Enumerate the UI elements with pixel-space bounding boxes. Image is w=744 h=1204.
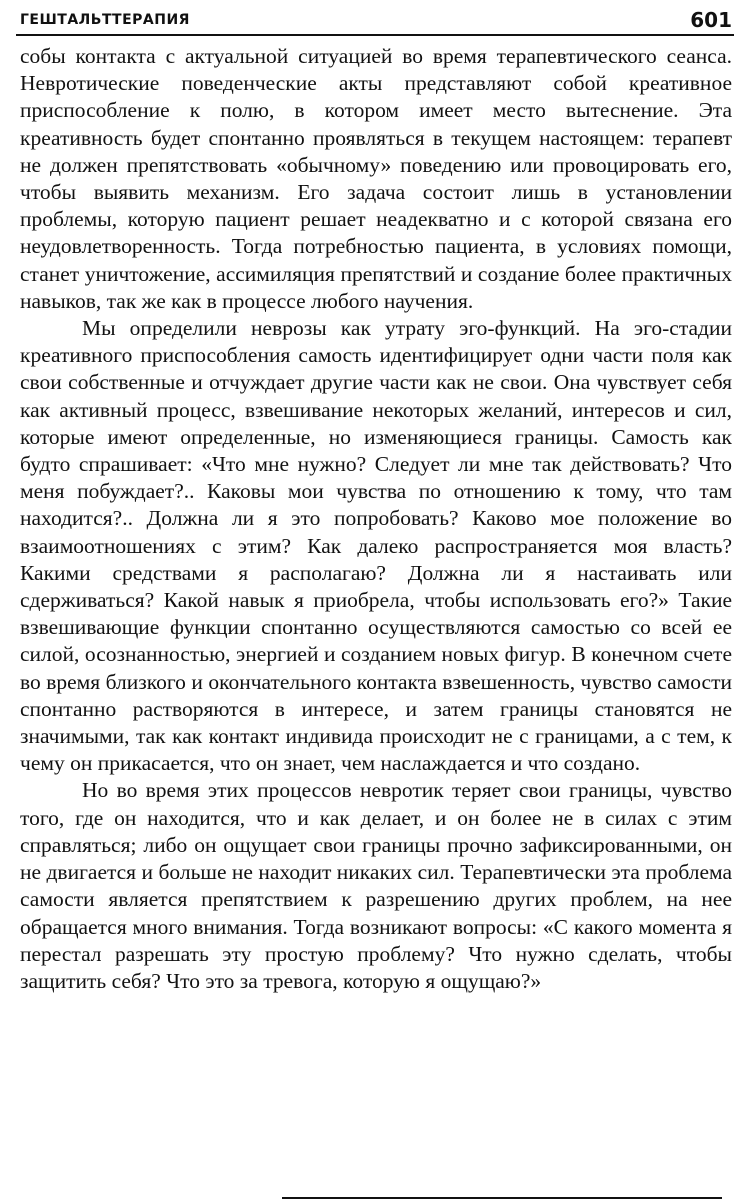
running-head-title: ГЕШТАЛЬТТЕРАПИЯ (20, 12, 190, 28)
body-text (20, 43, 732, 995)
paragraph-1: собы контакта с актуальной ситуацией во время терапевтического сеанса. Невротические поведенческие акты представляют собой креативное приспособление к полю, в котором имеет место вытеснение. Эта креативность будет спонтанно проявляться в текущем настоящем: терапевт не должен препятствовать «обычному» поведению или провоцировать его, чтобы выявить механизм. Его задача состоит лишь в установлении проблемы, которую пациент решает неадекватно и с которой связана его неудовлетворенность. Тогда потребностью пациента, в условиях помощи, станет уничтожение, ассимиляция препятствий и создание более практичных навыков, так же как в процессе любого научения. (20, 44, 732, 313)
page-number: 601 (690, 8, 732, 32)
footer-rule (282, 1197, 722, 1199)
paragraph-2: Мы определили неврозы как утрату эго-функций. На эго-стадии креативного приспособления самость идентифицирует одни части поля как свои собственные и отчуждает другие части как не свои. Она чувствует себя как активный процесс, взвешивание некоторых желаний, интересов и сил, которые имеют определенные, но изменяющиеся границы. Самость как будто спрашивает: «Что мне нужно? Следует ли мне так действовать? Что меня побуждает?.. Каковы мои чувства по отношению к тому, что там находится?.. Должна ли я это попробовать? Каково мое положение во взаимоотношениях с этим? Как далеко распространяется моя власть? Какими средствами я располагаю? Должна ли я настаивать или сдерживаться? Какой навык я приобрела, чтобы использовать его?» Такие взвешивающие функции спонтанно осуществляются самостью со всей ее силой, осознанностью, энергией и созданием новых фигур. В конечном счете во время близкого и окончательного контакта взвешенность, чувство самости спонтанно растворяются в интересе, и затем границы становятся не значимыми, так как контакт индивида происходит не с границами, а с тем, к чему он прикасается, что он знает, чем наслаждается и что создано. (20, 316, 732, 776)
paragraph-3: Но во время этих процессов невротик теряет свои границы, чувство того, где он находится, что и как делает, и он более не в силах с этим справляться; либо он ощущает свои границы прочно зафиксированными, он не двигается и больше не находит никаких сил. Терапевтически эта проблема самости является препятствием к разрешению других проблем, на нее обращается много внимания. Тогда возникают вопросы: «С какого момента я перестал разрешать эту простую проблему? Что нужно сделать, чтобы защитить себя? Что это за тревога, которую я ощущаю?» (20, 778, 732, 993)
running-header (16, 6, 734, 36)
